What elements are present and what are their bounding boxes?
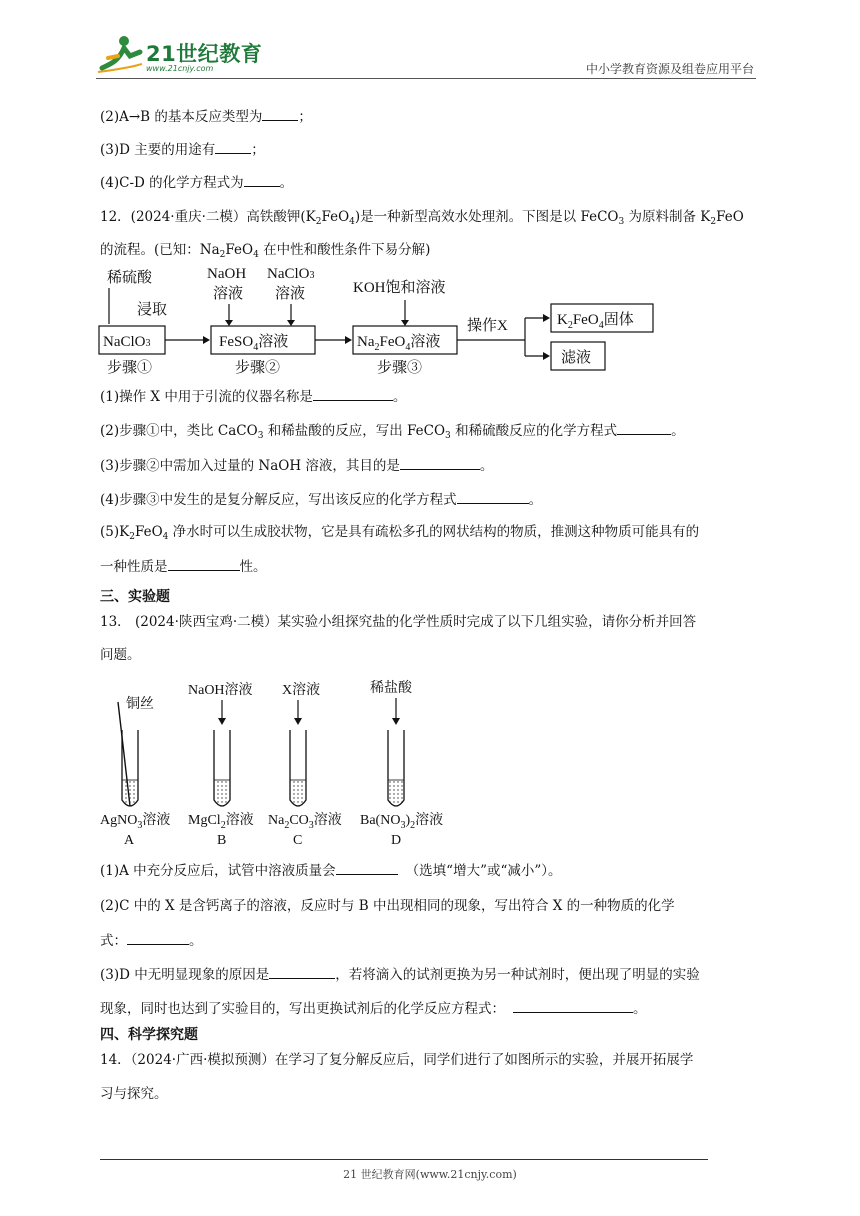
q12-part5-end: 性。 [239,559,267,575]
arrow-head [294,718,302,725]
answer-blank[interactable] [617,420,671,435]
q12-part4-text: (4)步骤③中发生的是复分解反应，写出该反应的化学方程式 [100,492,457,508]
label-x-solution: X溶液 [282,683,321,698]
q12-part3-end: 。 [479,458,494,474]
q13-part3-text: 现象，同时也达到了实验目的，写出更换试剂后的化学反应方程式： [100,1001,505,1017]
q12-stem-text: 的流程。(已知：Na [100,242,220,258]
answer-blank[interactable] [262,106,298,121]
arrow-head [203,336,210,344]
q11-part4-text: (4)C-D 的化学方程式为 [100,175,244,191]
q12-part3-text: (3)步骤②中需加入过量的 NaOH 溶液，其目的是 [100,458,400,474]
q11-part4 [100,172,293,193]
q13-part1-hint: （选填“增大”或“减小”）。 [405,863,562,879]
logo-text: 21世纪教育 [146,42,263,66]
label-agno3: AgNO$_3$溶液 [100,813,171,831]
subscript: 2 [315,217,322,227]
q12-part5-text: 净水时可以生成胶状物，它是具有疏松多孔的网状结构的物质，推测这种物质可能具有的 [168,524,700,540]
flow-box-naclo3-label: NaClO3 [103,334,151,350]
arrow-head [543,352,550,360]
arrow-head [225,320,233,326]
subscript: 4 [253,250,259,260]
label-na2co3: $Na_2CO_3$溶液 [268,813,342,831]
q14-stem-line2: 习与探究。 [100,1086,168,1102]
q12-stem-text: 为原料制备 K [624,209,711,225]
flow-box-k2feo4-label: $K_2FeO_4$固体 [557,312,634,331]
runner-logo-icon [96,34,144,74]
answer-blank[interactable] [513,998,633,1013]
q13-part2-end: 。 [189,933,203,949]
test-tube-figure [96,676,466,850]
process-flow-diagram [95,262,695,380]
label-naclo3: NaClO3 [267,266,315,282]
subscript: 2 [219,250,226,260]
step1-label: 步骤① [107,360,153,376]
test-tube-d [388,730,404,806]
q11-part4-end: 。 [279,175,294,191]
subscript: 4 [162,532,169,542]
q11-part3 [100,139,265,160]
q13-part3-line2 [100,998,647,1019]
q13-part2-line1: (2)C 中的 X 是含钙离子的溶液，反应时与 B 中出现相同的现象，写出符合 X 的一种物质的化学 [100,898,675,914]
q13-part2-line2 [100,930,203,951]
q12-stem-text: FeO [716,209,744,225]
q12-stem-text: 12．(2024·重庆·二模）高铁酸钾(K [100,209,316,225]
q12-stem-text: FeO [321,209,350,225]
header-divider [96,78,756,79]
subscript: 3 [445,431,451,441]
operation-x-label: 操作X [467,318,508,334]
site-logo [96,34,266,74]
q12-stem-text: FeO [225,242,254,258]
answer-blank[interactable] [244,172,280,187]
q12-part2 [100,420,685,446]
step2-label: 步骤② [235,360,281,376]
q12-part4-end: 。 [528,492,543,508]
section-heading-inquiry: 四、科学探究题 [100,1027,198,1043]
q11-part2-text: (2)A→B 的基本反应类型为 [100,109,263,125]
arrow-head [543,314,550,322]
q13-part3-line1 [100,964,700,985]
q12-part4 [100,489,542,510]
answer-blank[interactable] [400,455,480,470]
q13-part3-text: ，若将滴入的试剂更换为另一种试剂时，便出现了明显的实验 [335,967,700,983]
tube-label-b: B [217,833,227,848]
arrow-head [287,320,295,326]
tube-label-d: D [391,833,402,848]
q12-part2-text: (2)步骤①中，类比 CaCO [100,423,258,439]
label-koh: KOH饱和溶液 [353,280,446,296]
footer-divider [100,1159,708,1160]
label-leach: 浸取 [137,302,168,318]
q12-stem-text: 在中性和酸性条件下易分解) [258,242,431,258]
label-bano32: $Ba(NO_3)_2$溶液 [360,813,444,831]
answer-blank[interactable] [269,964,335,979]
flow-box-filtrate-label: 滤液 [561,350,592,366]
flow-box-feso4-label: FeSO$_4$溶液 [219,334,289,353]
label-naoh-solution: NaOH溶液 [188,683,253,698]
q14-stem-line1: 14．（2024·广西·模拟预测）在学习了复分解反应后，同学们进行了如图所示的实验，并展开拓展学 [100,1052,694,1068]
tube-label-a: A [124,833,135,848]
answer-blank[interactable] [336,860,398,875]
test-tube-a [122,730,138,806]
label-naoh-sol: 溶液 [213,286,244,302]
answer-blank[interactable] [313,386,393,401]
subscript: 3 [257,431,264,441]
q11-part3-end: ； [251,142,265,158]
q13-part3-end: 。 [633,1001,647,1017]
q12-part5-text: FeO [134,524,163,540]
label-naclo3-sol: 溶液 [275,286,306,302]
q12-stem-text: )是一种新型高效水处理剂。下图是以 FeCO [354,209,619,225]
arrow-head [218,718,226,725]
subscript: 4 [349,217,355,227]
q12-part2-text: 和稀硫酸反应的化学方程式 [450,423,618,439]
q11-part2 [100,106,312,127]
test-tube-b [214,730,230,806]
q13-part2-text: 式： [100,933,127,949]
q13-stem-line2: 问题。 [100,647,141,663]
platform-name: 中小学教育资源及组卷应用平台 [585,62,754,76]
label-mgcl2: MgCl$_2$溶液 [188,813,254,831]
flow-box-na2feo4-label: $Na_2FeO_4$溶液 [357,334,441,353]
q12-part5-line1 [100,522,699,547]
arrow-head [392,718,400,725]
section-heading-experiment: 三、实验题 [100,589,170,605]
q13-part3-text: (3)D 中无明显现象的原因是 [100,967,270,983]
q12-stem-line1 [100,207,744,232]
q12-part2-text: 和稀盐酸的反应，写出 FeCO [263,423,446,439]
subscript: 2 [710,217,717,227]
q13-part1-text: (1)A 中充分反应后，试管中溶液质量会 [100,863,336,879]
step3-label: 步骤③ [377,360,423,376]
logo-url: www.21cnjy.com [146,64,214,73]
answer-blank[interactable] [127,930,189,945]
arrow-head [401,320,409,326]
answer-blank[interactable] [168,556,240,571]
label-naoh: NaOH [207,266,247,282]
label-acid: 稀硫酸 [107,270,153,286]
subscript: 3 [618,217,625,227]
subscript: 2 [129,532,135,542]
test-tube-c [290,730,306,806]
page-header [96,30,756,78]
page-footer: 21 世纪教育网(www.21cnjy.com) [343,1168,517,1181]
q13-stem-line1: 13． (2024·陕西宝鸡·二模）某实验小组探究盐的化学性质时完成了以下几组实验，请你分析并回答 [100,614,697,630]
answer-blank[interactable] [457,489,529,504]
label-copper-wire: 铜丝 [126,697,154,712]
q12-part1-text: (1)操作 X 中用于引流的仪器名称是 [100,389,313,405]
q12-part5-text: (5)K [100,524,130,540]
q12-part2-end: 。 [671,423,685,439]
q12-part1-end: 。 [392,389,407,405]
q12-part5-line2 [100,556,267,577]
q12-part1 [100,386,406,407]
q11-part3-text: (3)D 主要的用途有 [100,142,216,158]
answer-blank[interactable] [215,139,251,154]
arrow-head [345,336,352,344]
label-dilute-hcl: 稀盐酸 [370,681,412,696]
q11-part2-end: ； [298,109,312,125]
q12-part5-text: 一种性质是 [100,559,168,575]
tube-label-c: C [293,833,303,848]
q13-part1 [100,860,562,881]
q12-part3 [100,455,493,476]
